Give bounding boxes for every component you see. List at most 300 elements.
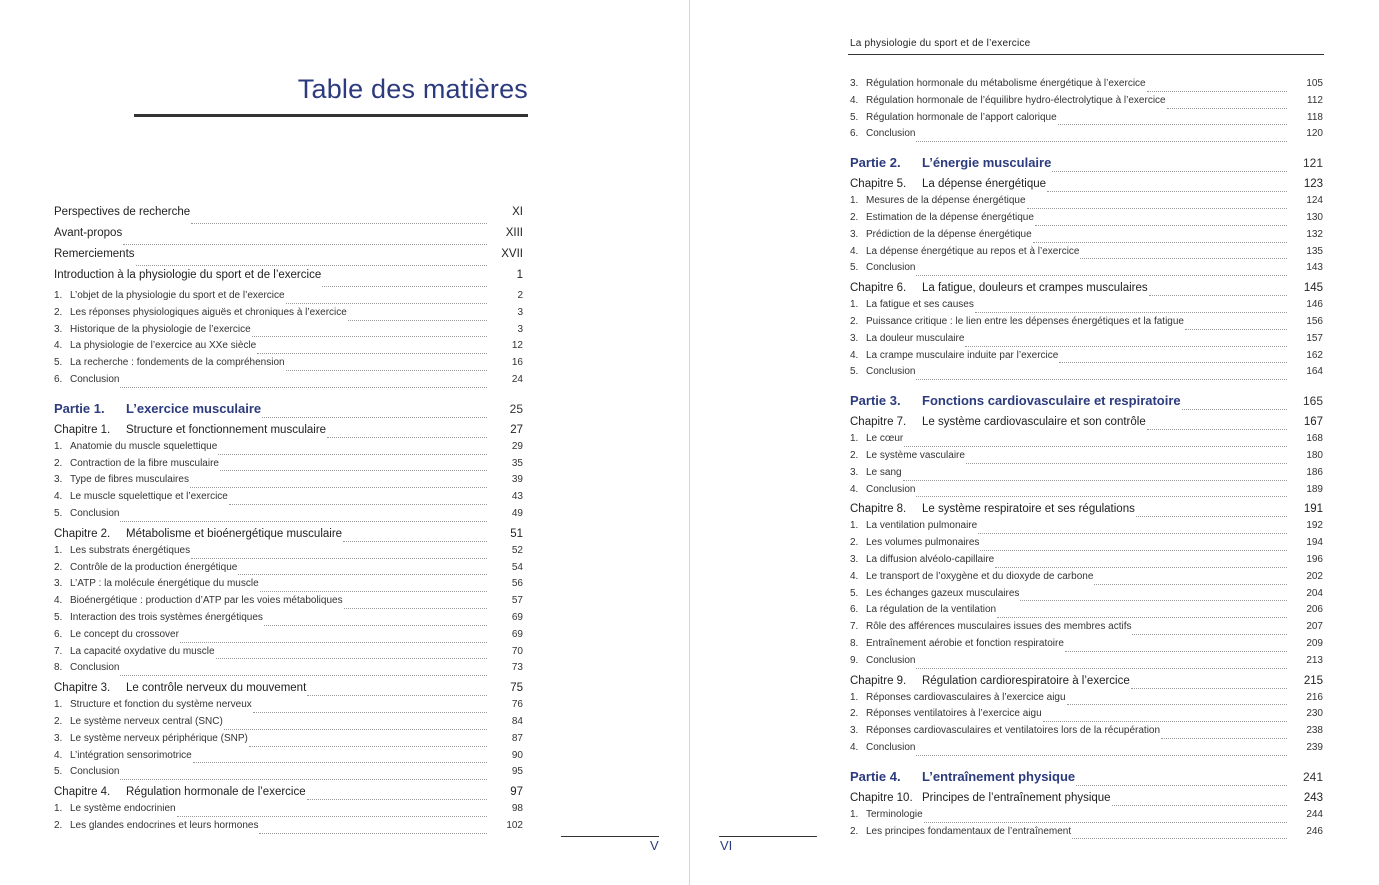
toc-entry-number: 4.	[54, 491, 63, 503]
toc-entry-page: 1	[516, 269, 523, 281]
toc-item-entry	[850, 809, 1323, 826]
toc-entry-title: L’intégration sensorimotrice	[70, 749, 192, 761]
toc-item-entry	[850, 692, 1323, 709]
toc-entry-number: 4.	[850, 570, 859, 582]
toc-entry-title: Conclusion	[866, 483, 916, 495]
toc-item-entry	[54, 290, 523, 307]
dot-leader	[1112, 804, 1287, 806]
toc-entry-page: 75	[510, 682, 523, 695]
dot-leader	[259, 832, 487, 834]
toc-entry-page: 189	[1306, 483, 1323, 495]
toc-entry-number: Chapitre 3.	[54, 682, 111, 695]
toc-entry-number: 2.	[54, 306, 63, 318]
toc-entry-title: La capacité oxydative du muscle	[70, 645, 215, 657]
dot-leader	[348, 319, 487, 321]
toc-entry-number: 4.	[850, 483, 859, 495]
toc-item-entry	[850, 78, 1323, 95]
toc-entry-number: 1.	[850, 808, 859, 820]
dot-leader	[252, 335, 487, 337]
toc-part-entry	[850, 769, 1323, 789]
toc-item-entry	[54, 441, 523, 458]
toc-entry-title: La dépense énergétique au repos et à l’exercice	[866, 245, 1080, 257]
toc-part-entry	[850, 155, 1323, 175]
toc-entry-title: Les principes fondamentaux de l’entraînement	[866, 825, 1072, 837]
toc-entry-number: 6.	[850, 128, 859, 140]
dot-leader	[260, 590, 487, 592]
toc-entry-title: Prédiction de la dépense énergétique	[866, 228, 1032, 240]
toc-entry-number: 1.	[850, 520, 859, 532]
toc-entry-title: Les échanges gazeux musculaires	[866, 587, 1020, 599]
toc-entry-title: Rôle des afférences musculaires issues des membres actifs	[866, 621, 1132, 633]
toc-item-entry	[850, 229, 1323, 246]
toc-entry-number: 3.	[850, 332, 859, 344]
dot-leader	[123, 243, 487, 245]
toc-entry-page: 29	[511, 440, 523, 452]
toc-entry-page: 84	[511, 715, 523, 727]
toc-chapter-entry	[54, 786, 523, 803]
toc-entry-number: 6.	[54, 628, 63, 640]
toc-item-entry	[850, 588, 1323, 605]
toc-entry-page: 121	[1302, 156, 1323, 171]
toc-entry-title: Fonctions cardiovasculaire et respiratoire	[922, 393, 1181, 409]
toc-entry-page: 241	[1302, 769, 1323, 784]
toc-entry-number: 9.	[850, 654, 859, 666]
toc-entry-page: 167	[1303, 416, 1323, 429]
toc-entry-page: 12	[511, 340, 523, 352]
dot-leader	[322, 285, 487, 287]
toc-item-entry	[54, 716, 523, 733]
toc-item-entry	[54, 474, 523, 491]
toc-entry-number: 8.	[850, 637, 859, 649]
dot-leader	[120, 386, 487, 388]
dot-leader	[120, 778, 487, 780]
toc-entry-number: 1.	[54, 803, 63, 815]
toc-item-entry	[850, 350, 1323, 367]
toc-chapter-entry	[850, 416, 1323, 433]
toc-item-entry	[54, 612, 523, 629]
toc-entry-number: 1.	[54, 440, 63, 452]
toc-item-entry	[850, 112, 1323, 129]
toc-front-entry	[54, 248, 523, 269]
toc-entry-number: 3.	[54, 474, 63, 486]
toc-entry-number: Chapitre 8.	[850, 503, 907, 516]
toc-entry-number: 3.	[850, 466, 859, 478]
toc-entry-page: 98	[511, 803, 523, 815]
toc-item-entry	[54, 820, 523, 837]
toc-entry-page: 69	[511, 611, 523, 623]
right-page	[690, 0, 1379, 885]
toc-chapter-entry	[850, 675, 1323, 692]
toc-entry-number: 3.	[850, 553, 859, 565]
toc-entry-number: Partie 1.	[54, 400, 105, 416]
toc-entry-number: 8.	[54, 662, 63, 674]
toc-item-entry	[850, 246, 1323, 263]
dot-leader	[1149, 294, 1287, 296]
toc-entry-number: 4.	[850, 94, 859, 106]
toc-entry-page: 35	[511, 457, 523, 469]
toc-item-entry	[850, 725, 1323, 742]
toc-entry-number: 2.	[54, 819, 63, 831]
toc-entry-title: Le muscle squelettique et l’exercice	[70, 491, 228, 503]
toc-entry-number: 3.	[850, 78, 859, 89]
toc-entry-page: 192	[1306, 520, 1323, 532]
toc-entry-title: Le transport de l’oxygène et du dioxyde de carbone	[866, 570, 1094, 582]
toc-entry-page: XI	[512, 206, 523, 218]
dot-leader	[966, 462, 1287, 464]
toc-entry-number: 3.	[54, 323, 63, 335]
dot-leader	[180, 641, 487, 643]
toc-entry-title: Remerciements	[54, 248, 135, 260]
dot-leader	[191, 557, 487, 559]
toc-entry-page: 16	[511, 357, 523, 369]
toc-entry-title: Interaction des trois systèmes énergétiques	[70, 611, 263, 623]
toc-item-entry	[850, 621, 1323, 638]
dot-leader	[1182, 408, 1287, 410]
toc-entry-page: 2	[517, 290, 523, 301]
toc-entry-number: 3.	[850, 725, 859, 737]
dot-leader	[916, 274, 1287, 276]
toc-entry-page: XIII	[505, 227, 523, 239]
dot-leader	[136, 264, 487, 266]
toc-entry-number: 4.	[54, 340, 63, 352]
toc-item-entry	[54, 374, 523, 391]
dot-leader	[120, 520, 487, 522]
dot-leader	[916, 495, 1287, 497]
toc-entry-page: 49	[511, 507, 523, 519]
right-toc-list	[850, 78, 1323, 842]
toc-item-entry	[54, 803, 523, 820]
toc-entry-title: Estimation de la dépense énergétique	[866, 211, 1034, 223]
toc-entry-title: Bioénergétique : production d’ATP par les voies métaboliques	[70, 595, 343, 607]
toc-entry-number: Chapitre 4.	[54, 786, 111, 799]
toc-item-entry	[54, 307, 523, 324]
toc-entry-number: 5.	[54, 611, 63, 623]
toc-entry-number: 5.	[54, 766, 63, 778]
toc-entry-number: 2.	[850, 211, 859, 223]
toc-entry-page: 157	[1306, 332, 1323, 344]
toc-entry-title: Conclusion	[70, 373, 120, 385]
toc-entry-title: Réponses cardiovasculaires à l’exercice aigu	[866, 691, 1066, 703]
title-rule	[134, 114, 528, 117]
toc-entry-number: Partie 4.	[850, 768, 901, 784]
dot-leader	[216, 657, 487, 659]
toc-entry-page: 215	[1303, 674, 1323, 687]
toc-entry-title: Conclusion	[70, 766, 120, 778]
toc-entry-page: 135	[1306, 245, 1323, 257]
toc-entry-page: 118	[1307, 111, 1323, 123]
toc-item-entry	[850, 467, 1323, 484]
toc-entry-page: 90	[511, 749, 523, 761]
toc-entry-title: L’énergie musculaire	[922, 155, 1052, 171]
dot-leader	[120, 674, 487, 676]
toc-item-entry	[850, 433, 1323, 450]
toc-item-entry	[54, 629, 523, 646]
page-number-right: VI	[720, 838, 733, 853]
dot-leader	[343, 540, 487, 542]
dot-leader	[1136, 515, 1287, 517]
toc-entry-number: 2.	[54, 457, 63, 469]
toc-entry-page: 39	[511, 474, 523, 486]
toc-entry-number: 5.	[54, 507, 63, 519]
toc-entry-title: La douleur musculaire	[866, 332, 965, 344]
toc-entry-page: 202	[1306, 570, 1323, 582]
dot-leader	[1020, 599, 1287, 601]
toc-entry-number: 2.	[850, 449, 859, 461]
toc-item-entry	[850, 450, 1323, 467]
dot-leader	[1058, 123, 1287, 125]
toc-item-entry	[850, 554, 1323, 571]
toc-entry-number: 1.	[54, 544, 63, 556]
toc-entry-number: 4.	[54, 595, 63, 607]
toc-entry-number: 4.	[850, 349, 859, 361]
toc-entry-number: 1.	[850, 433, 859, 445]
toc-item-entry	[850, 708, 1323, 725]
toc-entry-title: La recherche : fondements de la compréhension	[70, 357, 285, 369]
page-number-left: V	[650, 838, 659, 853]
toc-entry-title: Les glandes endocrines et leurs hormones	[70, 819, 259, 831]
toc-entry-title: L’exercice musculaire	[126, 400, 262, 416]
toc-entry-number: 1.	[850, 691, 859, 703]
toc-entry-title: Conclusion	[70, 507, 120, 519]
dot-leader	[1059, 361, 1287, 363]
toc-entry-number: 1.	[54, 699, 63, 711]
toc-item-entry	[850, 95, 1323, 112]
toc-entry-page: 123	[1303, 178, 1323, 191]
dot-leader	[344, 607, 487, 609]
dot-leader	[286, 369, 487, 371]
toc-entry-number: 6.	[54, 373, 63, 385]
toc-item-entry	[54, 646, 523, 663]
toc-entry-page: 27	[510, 423, 523, 436]
toc-entry-page: 124	[1306, 195, 1323, 207]
toc-entry-number: 1.	[54, 290, 63, 301]
toc-item-entry	[850, 638, 1323, 655]
toc-entry-title: Conclusion	[866, 366, 916, 378]
dot-leader	[1080, 257, 1287, 259]
toc-item-entry	[850, 571, 1323, 588]
toc-item-entry	[850, 262, 1323, 279]
toc-entry-page: 162	[1306, 349, 1323, 361]
toc-entry-page: 24	[511, 373, 523, 385]
toc-entry-number: 5.	[850, 587, 859, 599]
toc-entry-title: Régulation cardiorespiratoire à l’exercice	[922, 674, 1130, 687]
toc-entry-title: Métabolisme et bioénergétique musculaire	[126, 527, 343, 540]
folio-rule	[561, 836, 659, 837]
dot-leader	[224, 728, 487, 730]
dot-leader	[980, 549, 1287, 551]
toc-entry-title: Conclusion	[866, 262, 916, 274]
toc-entry-title: Le système vasculaire	[866, 449, 965, 461]
toc-entry-number: Chapitre 9.	[850, 674, 907, 687]
toc-entry-page: 180	[1306, 449, 1323, 461]
toc-entry-page: 164	[1306, 366, 1323, 378]
toc-item-entry	[850, 537, 1323, 554]
toc-entry-number: 2.	[54, 715, 63, 727]
toc-item-entry	[54, 562, 523, 579]
toc-entry-title: La diffusion alvéolo-capillaire	[866, 553, 995, 565]
toc-entry-number: 3.	[54, 732, 63, 744]
toc-item-entry	[850, 316, 1323, 333]
toc-entry-page: 243	[1303, 791, 1323, 804]
toc-entry-title: Contraction de la fibre musculaire	[70, 457, 219, 469]
dot-leader	[191, 222, 487, 224]
toc-entry-title: Régulation hormonale de l’apport calorique	[866, 111, 1057, 123]
toc-entry-page: 246	[1306, 825, 1323, 837]
dot-leader	[1094, 583, 1287, 585]
left-toc-list	[54, 206, 523, 837]
dot-leader	[916, 754, 1287, 756]
toc-entry-number: 5.	[850, 111, 859, 123]
dot-leader	[1052, 170, 1287, 172]
toc-entry-number: Chapitre 6.	[850, 282, 907, 295]
toc-entry-title: Introduction à la physiologie du sport et de l’exercice	[54, 269, 322, 281]
toc-entry-number: 4.	[850, 741, 859, 753]
toc-entry-page: 3	[517, 323, 523, 335]
dot-leader	[1147, 428, 1287, 430]
toc-item-entry	[850, 655, 1323, 672]
toc-entry-title: La régulation de la ventilation	[866, 604, 997, 616]
dot-leader	[1147, 90, 1287, 92]
toc-entry-page: 213	[1306, 654, 1323, 666]
folio-rule	[719, 836, 817, 837]
dot-leader	[1067, 703, 1287, 705]
dot-leader	[903, 479, 1287, 481]
toc-entry-number: Chapitre 10.	[850, 791, 913, 804]
toc-chapter-entry	[850, 792, 1323, 809]
toc-item-entry	[54, 324, 523, 341]
toc-entry-title: La fatigue et ses causes	[866, 299, 974, 311]
toc-entry-title: Le système endocrinien	[70, 803, 176, 815]
dot-leader	[257, 352, 487, 354]
toc-entry-page: 56	[511, 578, 523, 590]
dot-leader	[1131, 687, 1287, 689]
dot-leader	[177, 815, 487, 817]
toc-entry-title: Les volumes pulmonaires	[866, 537, 980, 549]
toc-entry-title: Conclusion	[866, 128, 916, 140]
toc-entry-number: 3.	[850, 228, 859, 240]
toc-entry-number: Chapitre 5.	[850, 178, 907, 191]
toc-entry-title: Anatomie du muscle squelettique	[70, 440, 218, 452]
toc-item-entry	[850, 299, 1323, 316]
toc-title: Table des matières	[297, 74, 528, 104]
toc-chapter-entry	[54, 424, 523, 441]
dot-leader	[249, 745, 487, 747]
toc-item-entry	[850, 366, 1323, 383]
toc-entry-page: 186	[1306, 466, 1323, 478]
toc-front-entry	[54, 227, 523, 248]
toc-entry-title: L’objet de la physiologie du sport et de l’exercice	[70, 290, 285, 301]
toc-entry-page: 207	[1306, 621, 1323, 633]
toc-item-entry	[54, 578, 523, 595]
toc-entry-number: 1.	[850, 195, 859, 207]
toc-entry-title: Régulation hormonale du métabolisme énergétique à l’exercice	[866, 78, 1146, 89]
dot-leader	[1027, 207, 1287, 209]
toc-entry-page: 145	[1303, 282, 1323, 295]
toc-entry-page: 244	[1306, 808, 1323, 820]
toc-entry-number: 4.	[850, 245, 859, 257]
toc-entry-title: La physiologie de l’exercice au XXe siècle	[70, 340, 257, 352]
dot-leader	[193, 761, 487, 763]
toc-item-entry	[54, 699, 523, 716]
toc-entry-title: La crampe musculaire induite par l’exercice	[866, 349, 1059, 361]
toc-entry-number: 7.	[54, 645, 63, 657]
toc-entry-number: 5.	[850, 366, 859, 378]
toc-item-entry	[54, 766, 523, 783]
toc-entry-page: 57	[511, 595, 523, 607]
toc-entry-page: 25	[509, 401, 523, 416]
toc-entry-page: 168	[1306, 433, 1323, 445]
dot-leader	[916, 667, 1287, 669]
dot-leader	[997, 616, 1287, 618]
toc-entry-page: 206	[1306, 604, 1323, 616]
toc-entry-title: Conclusion	[866, 741, 916, 753]
dot-leader	[190, 486, 487, 488]
toc-entry-title: Contrôle de la production énergétique	[70, 561, 238, 573]
toc-entry-page: 95	[511, 766, 523, 778]
toc-chapter-entry	[850, 503, 1323, 520]
toc-entry-page: 76	[511, 699, 523, 711]
dot-leader	[1047, 190, 1287, 192]
toc-entry-page: 191	[1303, 503, 1323, 516]
toc-entry-title: Le système nerveux central (SNC)	[70, 715, 223, 727]
toc-item-entry	[54, 750, 523, 767]
toc-entry-number: 4.	[54, 749, 63, 761]
toc-entry-number: 7.	[850, 621, 859, 633]
toc-entry-title: Conclusion	[70, 662, 120, 674]
toc-entry-page: 216	[1306, 691, 1323, 703]
toc-chapter-entry	[54, 528, 523, 545]
toc-item-entry	[850, 128, 1323, 145]
dot-leader	[975, 311, 1287, 313]
toc-entry-page: 204	[1306, 587, 1323, 599]
toc-entry-title: L’ATP : la molécule énergétique du muscle	[70, 578, 259, 590]
toc-entry-title: Régulation hormonale de l’équilibre hydro-électrolytique à l’exercice	[866, 94, 1166, 106]
toc-item-entry	[850, 484, 1323, 501]
toc-item-entry	[850, 742, 1323, 759]
toc-entry-number: 5.	[850, 262, 859, 274]
toc-entry-number: Chapitre 1.	[54, 423, 111, 436]
toc-entry-title: Les réponses physiologiques aiguës et chroniques à l’exercice	[70, 306, 347, 318]
dot-leader	[1076, 784, 1287, 786]
toc-entry-page: 143	[1306, 262, 1323, 274]
toc-entry-number: 2.	[850, 708, 859, 720]
toc-front-entry	[54, 269, 523, 290]
toc-entry-page: 69	[511, 628, 523, 640]
toc-entry-title: Réponses cardiovasculaires et ventilatoires lors de la récupération	[866, 725, 1161, 737]
dot-leader	[1132, 633, 1287, 635]
toc-chapter-entry	[850, 178, 1323, 195]
toc-item-entry	[54, 458, 523, 475]
toc-entry-title: Historique de la physiologie de l’exercice	[70, 323, 251, 335]
toc-entry-title: Mesures de la dépense énergétique	[866, 195, 1026, 207]
dot-leader	[307, 798, 487, 800]
toc-entry-title: L’entraînement physique	[922, 768, 1076, 784]
toc-entry-number: 6.	[850, 604, 859, 616]
toc-item-entry	[850, 333, 1323, 350]
toc-item-entry	[54, 357, 523, 374]
toc-entry-number: 2.	[850, 315, 859, 327]
running-head: La physiologie du sport et de l’exercice	[850, 38, 1031, 49]
dot-leader	[1161, 737, 1287, 739]
toc-entry-title: Régulation hormonale de l’exercice	[126, 786, 306, 799]
toc-entry-number: Partie 3.	[850, 393, 901, 409]
dot-leader	[995, 566, 1287, 568]
toc-entry-page: 43	[511, 491, 523, 503]
toc-entry-title: La fatigue, douleurs et crampes musculaires	[922, 282, 1148, 295]
toc-entry-number: 5.	[54, 357, 63, 369]
toc-entry-page: 97	[510, 786, 523, 799]
toc-entry-title: La ventilation pulmonaire	[866, 520, 978, 532]
